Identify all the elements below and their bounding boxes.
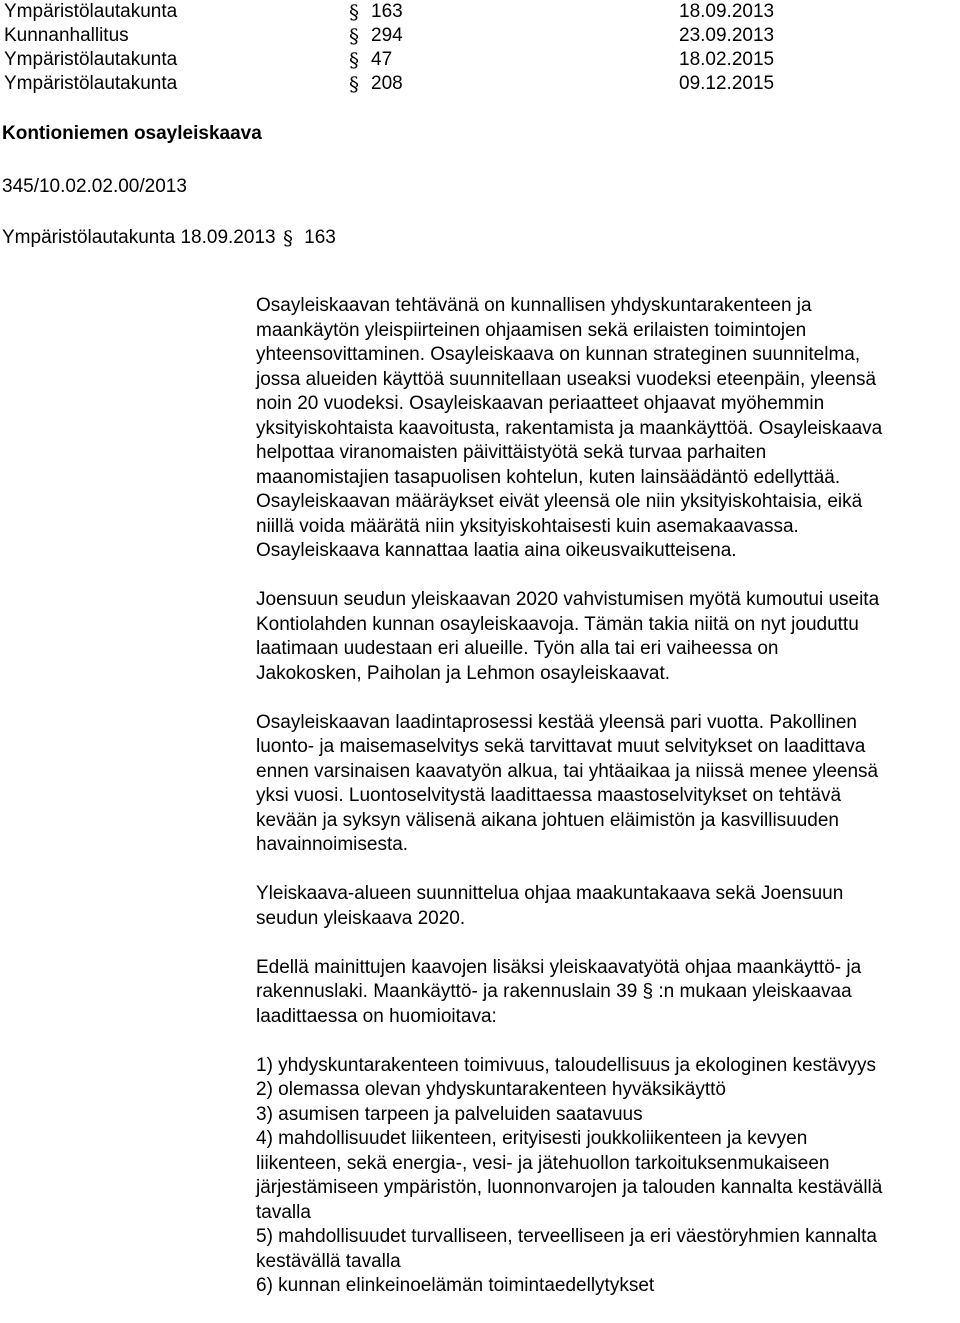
svg-text:§: §: [349, 72, 359, 96]
svg-text:§: §: [282, 226, 293, 250]
text-line: yksi vuosi. Luontoselvitystä laadittaessa maastoselvitykset on tehtävä: [256, 785, 842, 806]
history-body: Ympäristölautakunta: [4, 49, 178, 70]
history-number: [347, 72, 403, 96]
paragraph: [256, 956, 960, 1030]
text-line: Osayleiskaava kannattaa laatia aina oikeusvaikutteisena.: [256, 540, 737, 561]
text-line: laadittaessa on huomioitava:: [256, 1005, 497, 1027]
list-item: 2) olemassa olevan yhdyskuntarakenteen hyväksikäyttö: [256, 1079, 726, 1100]
section-sign-icon: [347, 24, 365, 48]
history-body: Ympäristölautakunta: [4, 73, 178, 94]
text-line: noin 20 vuodeksi. Osayleiskaavan periaatteet ohjaavat myöhemmin: [256, 393, 825, 414]
list-item: 5) mahdollisuudet turvalliseen, terveelliseen ja eri väestöryhmien kannalta: [256, 1226, 877, 1247]
section-sign-icon: [281, 226, 299, 250]
text-line: maankäytön yleispiirteinen ohjaamisen sekä erilaisten toimintojen: [256, 319, 807, 341]
history-number: [347, 0, 403, 24]
list-item: kestävällä tavalla: [256, 1250, 401, 1272]
text-line: maanomistajien tasapuolisen kohtelun, kuten lainsäädäntö edellyttää.: [256, 466, 841, 488]
document-title: Kontioniemen osayleiskaava: [2, 123, 262, 144]
list-item: 4) mahdollisuudet liikenteen, erityisesti joukkoliikenteen ja kevyen: [256, 1128, 808, 1149]
text-line: Osayleiskaavan laadintaprosessi kestää yleensä pari vuotta. Pakollinen: [256, 711, 857, 733]
text-line: Edellä mainittujen kaavojen lisäksi yleiskaavatyötä ohjaa maankäyttö- ja: [256, 956, 862, 978]
numbered-list: [256, 1054, 960, 1299]
history-number-value: 208: [371, 73, 403, 94]
meeting-reference: [2, 226, 336, 250]
list-item: järjestämiseen ympäristön, luonnonvarojen ja talouden kannalta kestävällä: [256, 1177, 883, 1198]
section-sign-icon: [347, 0, 365, 24]
history-number: [347, 24, 403, 48]
history-row: [2, 0, 960, 24]
history-number-value: 47: [371, 49, 393, 70]
history-date: 09.12.2015: [679, 73, 775, 94]
history-row: [2, 48, 960, 72]
text-line: Yleiskaava-alueen suunnittelua ohjaa maakuntakaava sekä Joensuun: [256, 883, 844, 904]
history-row: [2, 24, 960, 48]
text-line: niillä voida määrätä niin yksityiskohtaisesti kuin asemakaavassa.: [256, 515, 799, 537]
text-line: laatimaan uudestaan eri alueille. Työn alla tai eri vaiheessa on: [256, 638, 779, 659]
history-date: 18.02.2015: [679, 49, 775, 70]
paragraph: [256, 882, 960, 931]
svg-text:§: §: [349, 48, 359, 72]
paragraph: [256, 294, 960, 564]
section-sign-icon: [347, 48, 365, 72]
list-item: liikenteen, sekä energia-, vesi- ja jätehuollon tarkoituksenmukaiseen: [256, 1152, 830, 1174]
history-date: 18.09.2013: [679, 1, 775, 22]
list-item: 1) yhdyskuntarakenteen toimivuus, taloudellisuus ja ekologinen kestävyys: [256, 1054, 876, 1076]
text-line: Joensuun seudun yleiskaavan 2020 vahvistumisen myötä kumoutui useita: [256, 589, 880, 610]
svg-text:§: §: [349, 0, 359, 24]
text-line: helpottaa viranomaisten päivittäistyötä sekä turvaa parhaiten: [256, 442, 767, 463]
history-body: Kunnanhallitus: [4, 25, 129, 46]
history-row: [2, 72, 960, 96]
text-line: Kontiolahden kunnan osayleiskaavoja. Tämän takia niitä on nyt jouduttu: [256, 613, 859, 635]
list-item: 3) asumisen tarpeen ja palveluiden saatavuus: [256, 1103, 643, 1125]
paragraph: [256, 711, 960, 858]
history-number: [347, 48, 392, 72]
text-line: Osayleiskaavan määräykset eivät yleensä ole niin yksityiskohtaisia, eikä: [256, 491, 863, 512]
history-date: 23.09.2013: [679, 25, 775, 46]
svg-text:§: §: [349, 24, 359, 48]
text-line: yhteensovittaminen. Osayleiskaava on kunnan strateginen suunnitelma,: [256, 344, 861, 365]
text-line: jossa alueiden käyttöä suunnitellaan useaksi vuodeksi eteenpäin, yleensä: [256, 368, 877, 390]
meeting-reference-text: Ympäristölautakunta 18.09.2013: [2, 227, 276, 248]
text-line: luonto- ja maisemaselvitys sekä tarvittavat muut selvitykset on laadittava: [256, 736, 866, 757]
section-sign-icon: [347, 72, 365, 96]
text-line: havainnoimisesta.: [256, 834, 409, 855]
text-line: yksityiskohtaista kaavoitusta, rakentamista ja maankäyttöä. Osayleiskaava: [256, 417, 883, 439]
meeting-reference-number: 163: [304, 227, 336, 248]
paragraph: [256, 588, 960, 686]
list-item: 6) kunnan elinkeinoelämän toimintaedellytykset: [256, 1275, 655, 1296]
text-line: rakennuslaki. Maankäyttö- ja rakennuslain 39 § :n mukaan yleiskaavaa: [256, 981, 852, 1002]
body-text: [256, 294, 960, 1323]
list-item: tavalla: [256, 1201, 311, 1223]
history-body: Ympäristölautakunta: [4, 1, 178, 22]
history-number-value: 163: [371, 1, 403, 22]
text-line: Osayleiskaavan tehtävänä on kunnallisen yhdyskuntarakenteen ja: [256, 295, 812, 316]
text-line: kevään ja syksyn välisenä aikana johtuen eläimistön ja kasvillisuuden: [256, 809, 839, 831]
text-line: Jakokosken, Paiholan ja Lehmon osayleiskaavat.: [256, 662, 671, 684]
text-line: seudun yleiskaava 2020.: [256, 907, 466, 929]
diary-number: 345/10.02.02.00/2013: [2, 176, 187, 197]
history-number-value: 294: [371, 25, 403, 46]
text-line: ennen varsinaisen kaavatyön alkua, tai yhtäaikaa ja niissä menee yleensä: [256, 760, 879, 782]
